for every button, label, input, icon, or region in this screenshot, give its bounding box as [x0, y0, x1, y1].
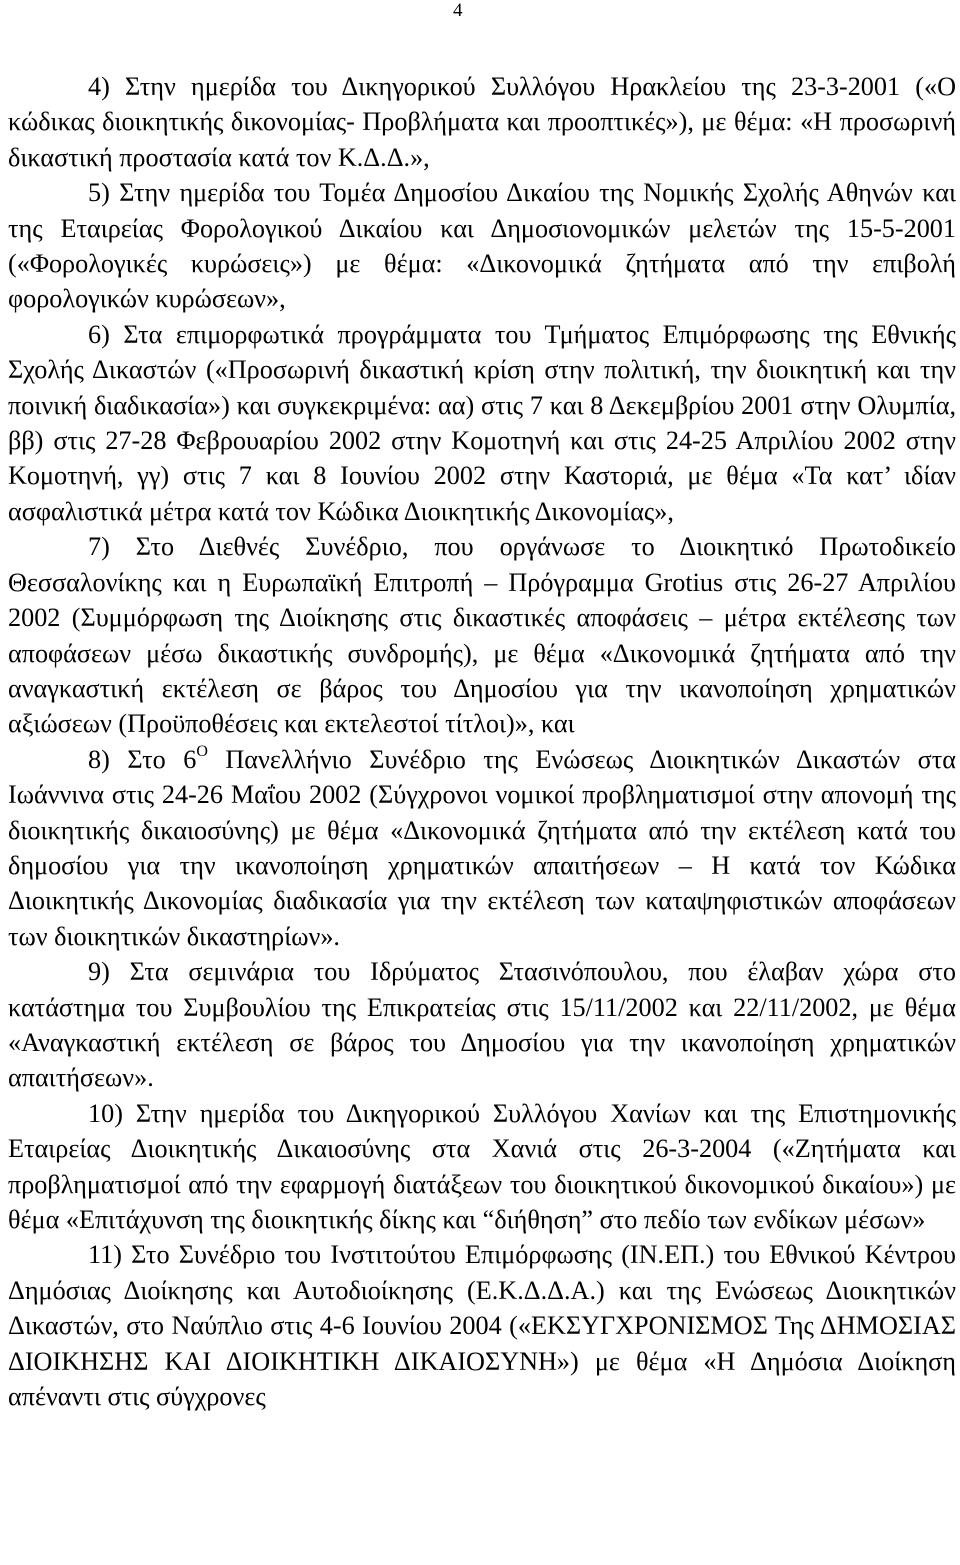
paragraph-text: 6) Στα επιμορφωτικά προγράμματα του Τμήματος Επιμόρφωσης της Εθνικής Σχολής Δικαστών («Προσωρινή δικαστική κρίση στην πολιτική, την διοικητική και την ποινική διαδικασία») και συγκεκριμένα: αα) στις 7 και 8 Δεκεμβρίου 2001 στην Ολυμπία, ββ) στις 27-28 Φεβρουαρίου 2002 στην Κομοτηνή και στις 24-25 Απριλίου 2002 στην Κομοτηνή, γγ) στις 7 και 8 Ιουνίου 2002 στην Καστοριά, με θέμα «Τα κατ’ ιδίαν ασφαλιστικά μέτρα κατά τον Κώδικα Διοικητικής Δικονομίας»,: [8, 319, 956, 526]
paragraph-6: [8, 317, 956, 529]
paragraph-text: 9) Στα σεμινάρια του Ιδρύματος Στασινόπουλου, που έλαβαν χώρα στο κατάστημα του Συμβουλίου της Επικρατείας στις 15/11/2002 και 22/11/2002, με θέμα «Αναγκαστική εκτέλεση σε βάρος του Δημοσίου για την ικανοποίηση χρηματικών απαιτήσεων».: [8, 957, 956, 1093]
paragraph-7: [8, 529, 956, 741]
paragraph-prefix: 8) Στο 6: [88, 744, 197, 774]
paragraph-text: 10) Στην ημερίδα του Δικηγορικού Συλλόγου Χανίων και της Επιστημονικής Εταιρείας Διοικητικής Δικαιοσύνης στα Χανιά στις 26-3-2004 («Ζητήματα και προβληματισμοί από την εφαρμογή διατάξεων του διοικητικού δικονομικού δικαίου») με θέμα «Επιτάχυνση της διοικητικής δίκης και “διήθηση” στο πεδίο των ενδίκων μέσων»: [8, 1098, 956, 1234]
paragraph-text: 4) Στην ημερίδα του Δικηγορικού Συλλόγου Ηρακλείου της 23-3-2001 («Ο κώδικας διοικητικής δικονομίας- Προβλήματα και προοπτικές»), με θέμα: «Η προσωρινή δικαστική προστασία κατά τον Κ.Δ.Δ.»,: [8, 72, 956, 172]
paragraph-8: [8, 742, 956, 954]
page-number: 4: [453, 0, 463, 21]
paragraph-10: [8, 1096, 956, 1238]
paragraph-4: [8, 69, 956, 175]
superscript-ordinal: Ο: [196, 742, 208, 760]
paragraph-9: [8, 954, 956, 1096]
paragraph-text: Πανελλήνιο Συνέδριο της Ενώσεως Διοικητικών Δικαστών στα Ιωάννινα στις 24-26 Μαΐου 2002 (Σύγχρονοι νομικοί προβληματισμοί στην απονομή της διοικητικής δικαιοσύνης) με θέμα «Δικονομικά ζητήματα από την εκτέλεση κατά του δημοσίου για την ικανοποίηση χρηματικών απαιτήσεων – Η κατά τον Κώδικα Διοικητικής Δικονομίας διαδικασία για την εκτέλεση των καταψηφιστικών αποφάσεων των διοικητικών δικαστηρίων».: [8, 744, 956, 951]
paragraph-5: [8, 175, 956, 317]
document-body: [8, 69, 956, 1414]
paragraph-text: 11) Στο Συνέδριο του Ινστιτούτου Επιμόρφωσης (ΙΝ.ΕΠ.) του Εθνικού Κέντρου Δημόσιας Διοίκησης και Αυτοδιοίκησης (Ε.Κ.Δ.Δ.Α.) και της Ενώσεως Διοικητικών Δικαστών, στο Ναύπλιο στις 4-6 Ιουνίου 2004 («ΕΚΣΥΓΧΡΟΝΙΣΜΟΣ Της ΔΗΜΟΣΙΑΣ ΔΙΟΙΚΗΣΗΣ ΚΑΙ ΔΙΟΙΚΗΤΙΚΗ ΔΙΚΑΙΟΣΥΝΗ») με θέμα «Η Δημόσια Διοίκηση απέναντι στις σύγχρονες: [8, 1240, 956, 1412]
paragraph-11: [8, 1237, 956, 1414]
paragraph-text: 7) Στο Διεθνές Συνέδριο, που οργάνωσε το Διοικητικό Πρωτοδικείο Θεσσαλονίκης και η Ευρωπαϊκή Επιτροπή – Πρόγραμμα Grotius στις 26-27 Απριλίου 2002 (Συμμόρφωση της Διοίκησης στις δικαστικές αποφάσεις – μέτρα εκτέλεσης των αποφάσεων μέσω δικαστικής συνδρομής), με θέμα «Δικονομικά ζητήματα από την αναγκαστική εκτέλεση σε βάρος του Δημοσίου για την ικανοποίηση χρηματικών αξιώσεων (Προϋποθέσεις και εκτελεστοί τίτλοι)», και: [8, 532, 956, 739]
paragraph-text: 5) Στην ημερίδα του Τομέα Δημοσίου Δικαίου της Νομικής Σχολής Αθηνών και της Εταιρείας Φορολογικού Δικαίου και Δημοσιονομικών μελετών της 15-5-2001 («Φορολογικές κυρώσεις») με θέμα: «Δικονομικά ζητήματα από την επιβολή φορολογικών κυρώσεων»,: [8, 178, 956, 314]
